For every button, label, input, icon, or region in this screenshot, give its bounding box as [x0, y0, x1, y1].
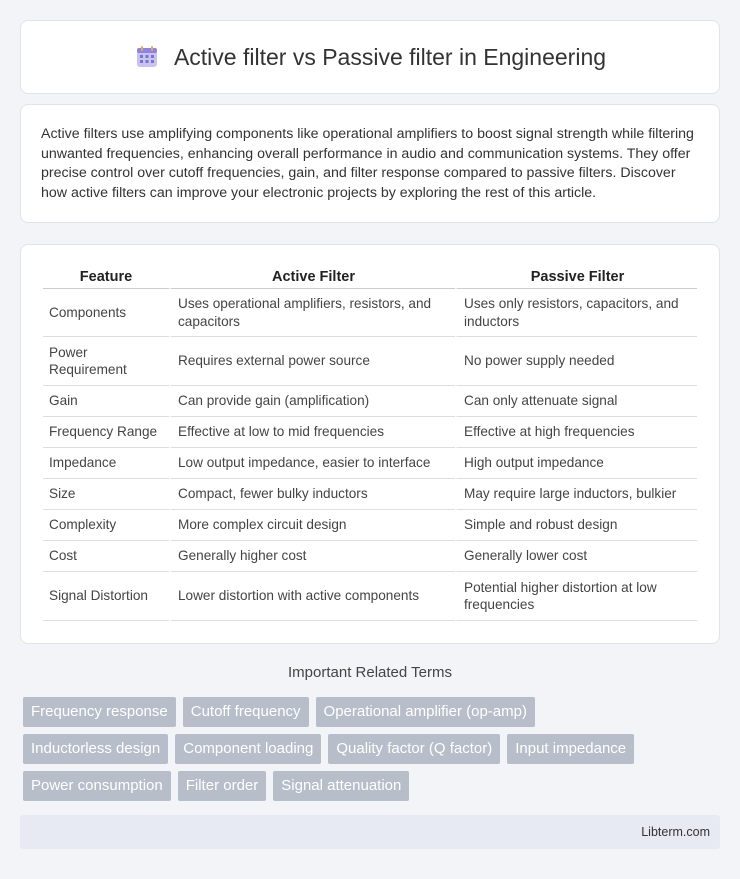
table-row: [43, 541, 697, 572]
column-header-passive: Passive Filter: [455, 263, 697, 289]
related-terms-title: Important Related Terms: [288, 664, 452, 681]
passive-cell: Effective at high frequencies: [455, 417, 697, 448]
feature-cell: Size: [43, 479, 169, 510]
passive-cell: Simple and robust design: [455, 510, 697, 541]
comparison-card: [20, 244, 720, 644]
related-terms-tags: [23, 697, 723, 808]
passive-cell: Can only attenuate signal: [455, 386, 697, 417]
feature-cell: Impedance: [43, 448, 169, 479]
passive-cell: Generally lower cost: [455, 541, 697, 572]
active-cell: Effective at low to mid frequencies: [169, 417, 455, 448]
tag-quality-factor[interactable]: Quality factor (Q factor): [328, 734, 500, 764]
tag-cutoff-frequency[interactable]: Cutoff frequency: [183, 697, 309, 727]
intro-card: [20, 104, 720, 223]
tag-row: [23, 771, 723, 801]
passive-cell: High output impedance: [455, 448, 697, 479]
footer: [20, 815, 720, 849]
title-card: [20, 20, 720, 94]
table-row: [43, 510, 697, 541]
active-cell: Uses operational amplifiers, resistors, and capacitors: [169, 289, 455, 337]
comparison-table: [43, 263, 697, 621]
feature-cell: Components: [43, 289, 169, 337]
tag-operational-amplifier[interactable]: Operational amplifier (op-amp): [316, 697, 535, 727]
table-row: [43, 386, 697, 417]
active-cell: Can provide gain (amplification): [169, 386, 455, 417]
column-header-active: Active Filter: [169, 263, 455, 289]
feature-cell: Signal Distortion: [43, 572, 169, 621]
active-cell: Lower distortion with active components: [169, 572, 455, 621]
feature-cell: Frequency Range: [43, 417, 169, 448]
table-row: [43, 572, 697, 621]
page-title: Active filter vs Passive filter in Engineering: [173, 43, 607, 70]
passive-cell: May require large inductors, bulkier: [455, 479, 697, 510]
active-cell: More complex circuit design: [169, 510, 455, 541]
calendar-grid-icon: [134, 44, 160, 70]
feature-cell: Cost: [43, 541, 169, 572]
active-cell: Requires external power source: [169, 337, 455, 386]
column-header-feature: Feature: [43, 263, 169, 289]
footer-site-link[interactable]: Libterm.com: [641, 825, 710, 839]
tag-frequency-response[interactable]: Frequency response: [23, 697, 176, 727]
tag-inductorless-design[interactable]: Inductorless design: [23, 734, 168, 764]
tag-power-consumption[interactable]: Power consumption: [23, 771, 171, 801]
table-row: [43, 479, 697, 510]
passive-cell: Potential higher distortion at low frequencies: [455, 572, 697, 621]
tag-row: [23, 734, 723, 764]
tag-input-impedance[interactable]: Input impedance: [507, 734, 634, 764]
active-cell: Low output impedance, easier to interface: [169, 448, 455, 479]
table-header-row: [43, 263, 697, 289]
tag-component-loading[interactable]: Component loading: [175, 734, 321, 764]
feature-cell: Power Requirement: [43, 337, 169, 386]
tag-row: [23, 697, 723, 727]
feature-cell: Complexity: [43, 510, 169, 541]
intro-text: Active filters use amplifying components like operational amplifiers to boost signal strength while filtering unwanted frequencies, enhancing overall performance in audio and communication systems. They offer precise control over cutoff frequencies, gain, and filter response compared to passive filters. Discover how active filters can improve your electronic projects by exploring the rest of this article.: [41, 126, 694, 201]
table-row: [43, 289, 697, 337]
tag-signal-attenuation[interactable]: Signal attenuation: [273, 771, 409, 801]
table-row: [43, 448, 697, 479]
active-cell: Compact, fewer bulky inductors: [169, 479, 455, 510]
passive-cell: Uses only resistors, capacitors, and inductors: [455, 289, 697, 337]
table-row: [43, 337, 697, 386]
passive-cell: No power supply needed: [455, 337, 697, 386]
table-row: [43, 417, 697, 448]
feature-cell: Gain: [43, 386, 169, 417]
tag-filter-order[interactable]: Filter order: [178, 771, 267, 801]
active-cell: Generally higher cost: [169, 541, 455, 572]
